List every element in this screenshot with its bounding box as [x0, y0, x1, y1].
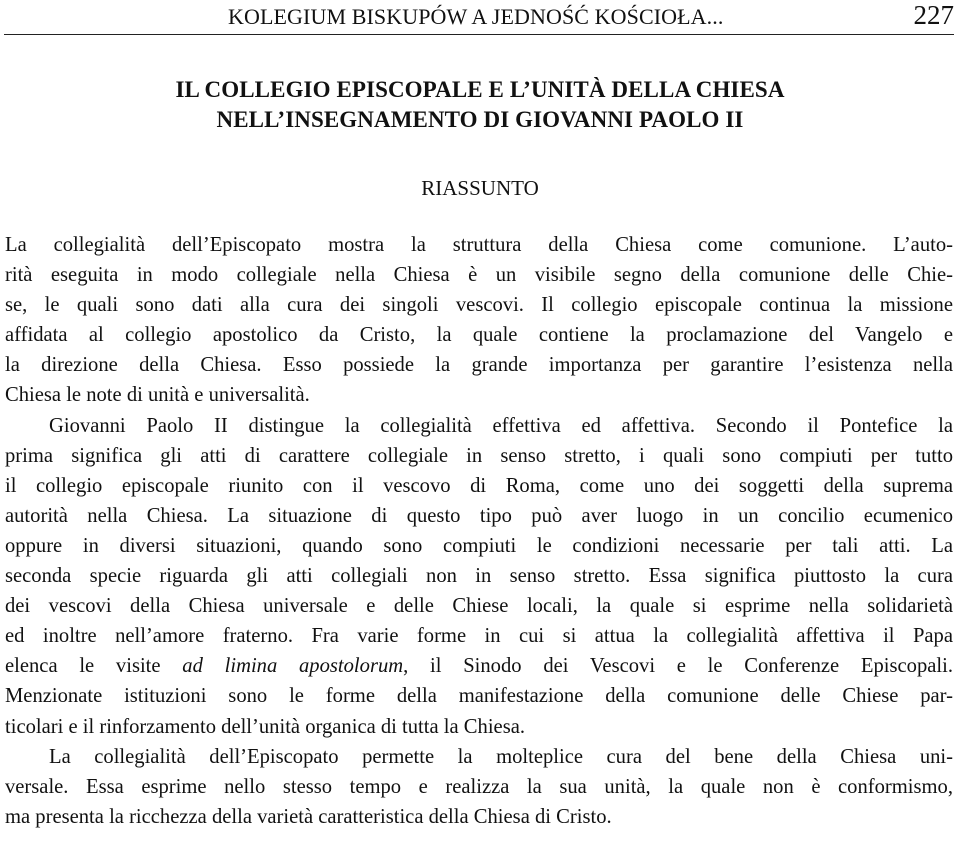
body-line	[5, 651, 953, 681]
body-line: ma presenta la ricchezza della varietà caratteristica della Chiesa di Cristo.	[5, 805, 612, 828]
body-line: oppure in diversi situazioni, quando sono compiuti le condizioni necessarie per tali atti. La	[5, 534, 953, 557]
body-line: la direzione della Chiesa. Esso possiede la grande importanza per garantire l’esistenza nella	[5, 354, 953, 377]
body-text: elenca le visite	[5, 655, 183, 678]
body-line: il collegio episcopale riunito con il vescovo di Roma, come uno dei soggetti della suprema	[5, 474, 953, 497]
body-line: rità eseguita in modo collegiale nella Chiesa è un visibile segno della comunione delle Chie-	[5, 264, 953, 287]
body-line: versale. Essa esprime nello stesso tempo e realizza la sua unità, la quale non è conformismo,	[5, 775, 953, 798]
body-line: ticolari e il rinforzamento dell’unità organica di tutta la Chiesa.	[5, 715, 526, 738]
body-line: autorità nella Chiesa. La situazione di questo tipo può aver luogo in un concilio ecumenico	[5, 504, 953, 527]
body-text: , il Sinodo dei Vescovi e le Conferenze Episcopali.	[403, 655, 953, 678]
body-line: Chiesa le note di unità e universalità.	[5, 384, 310, 407]
body-line: seconda specie riguarda gli atti collegiali non in senso stretto. Essa significa piuttosto la cura	[5, 565, 953, 588]
page-number: 227	[913, 0, 954, 30]
italic-term: ad limina apostolorum	[182, 655, 404, 678]
running-title: KOLEGIUM BISKUPÓW A JEDNOŚĆ KOŚCIOŁA...	[228, 4, 724, 29]
article-title-line-1: IL COLLEGIO EPISCOPALE E L’UNITÀ DELLA CHIESA	[175, 77, 785, 102]
body-line: affidata al collegio apostolico da Cristo, la quale contiene la proclamazione del Vangelo e	[5, 324, 953, 347]
section-heading: RIASSUNTO	[421, 176, 539, 200]
abstract-body	[5, 230, 953, 832]
article-title-line-2: NELL’INSEGNAMENTO DI GIOVANNI PAOLO II	[216, 107, 744, 132]
body-line: Giovanni Paolo II distingue la collegialità effettiva ed affettiva. Secondo il Pontefice la	[49, 414, 953, 437]
body-line: La collegialità dell’Episcopato mostra la struttura della Chiesa come comunione. L’auto-	[5, 234, 953, 256]
body-line: Menzionate istituzioni sono le forme della manifestazione della comunione delle Chiese par-	[5, 685, 953, 708]
body-line: dei vescovi della Chiesa universale e delle Chiese locali, la quale si esprime nella solidarietà	[5, 595, 953, 618]
body-line: La collegialità dell’Episcopato permette la molteplice cura del bene della Chiesa uni-	[49, 745, 953, 768]
body-line: prima significa gli atti di carattere collegiale in senso stretto, i quali sono compiuti per tutto	[5, 444, 953, 467]
body-line: ed inoltre nell’amore fraterno. Fra varie forme in cui si attua la collegialità affettiva il Papa	[5, 625, 953, 648]
body-line: se, le quali sono dati alla cura dei singoli vescovi. Il collegio episcopale continua la missione	[5, 294, 953, 317]
running-header	[4, 0, 954, 35]
